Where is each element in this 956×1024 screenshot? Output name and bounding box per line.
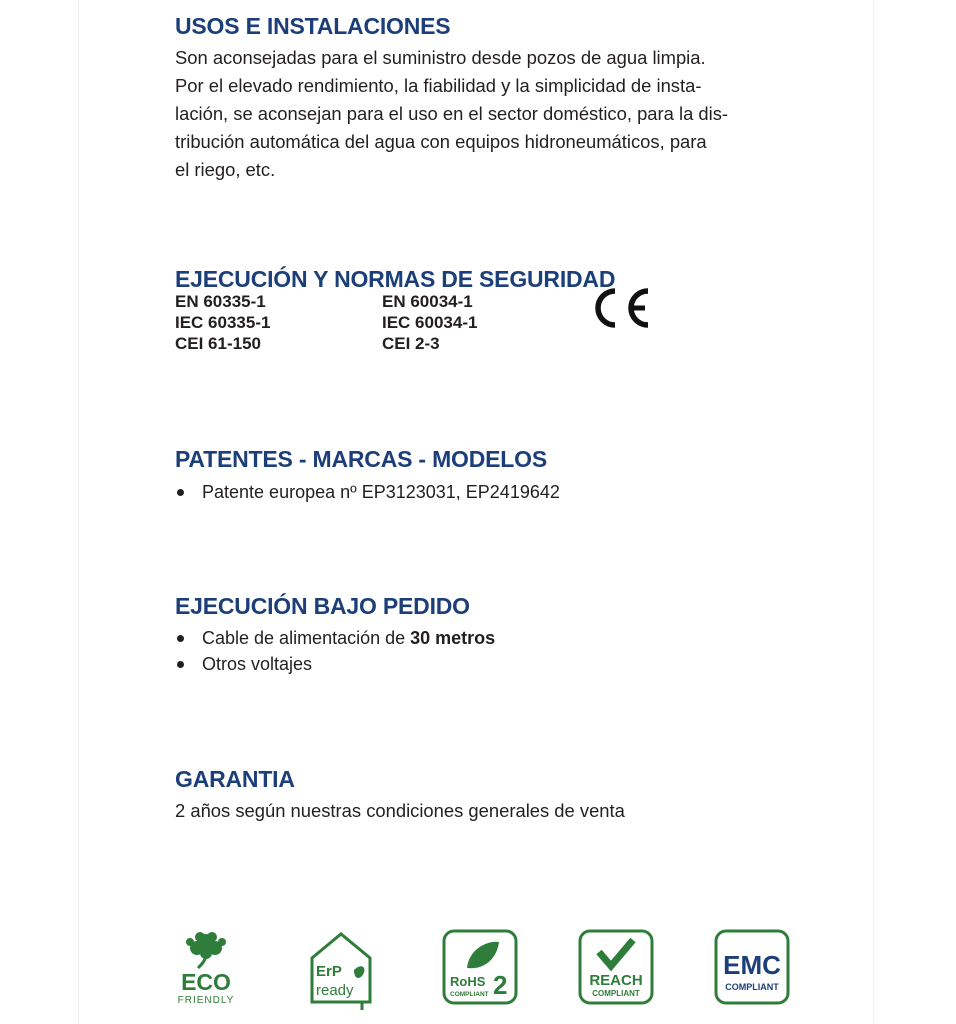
standard-item: CEI 2-3 — [382, 334, 440, 353]
emc-compliant-logo-icon — [713, 928, 791, 1008]
section-usos-title: USOS E INSTALACIONES — [175, 13, 451, 39]
rohs-compliant-logo-icon — [441, 928, 519, 1008]
usos-line-2: Por el elevado rendimiento, la fiabilidad y la simplicidad de insta- — [175, 75, 702, 96]
section-bajo-pedido — [175, 592, 815, 677]
svg-text:COMPLIANT: COMPLIANT — [592, 989, 640, 998]
bullet-icon — [177, 489, 184, 496]
ce-mark-icon — [588, 285, 652, 331]
usos-line-3: lación, se aconsejan para el uso en el sector doméstico, para la dis- — [175, 103, 729, 124]
usos-line-1: Son aconsejadas para el suministro desde pozos de agua limpia. — [175, 47, 706, 68]
svg-text:ready: ready — [316, 982, 354, 999]
svg-text:COMPLIANT: COMPLIANT — [725, 982, 779, 992]
section-bajo-pedido-title: EJECUCIÓN BAJO PEDIDO — [175, 593, 470, 619]
bullet-icon — [177, 635, 184, 642]
standard-item: IEC 60034-1 — [382, 313, 478, 332]
reach-compliant-logo-icon — [577, 928, 655, 1008]
standards-column-1 — [175, 291, 270, 354]
standard-item: IEC 60335-1 — [175, 313, 271, 332]
section-normas — [175, 265, 815, 375]
list-item: Patente europea nº EP3123031, EP2419642 — [175, 479, 815, 505]
bullet-icon — [177, 661, 184, 668]
usos-line-4: tribución automática del agua con equipos hidroneumáticos, para — [175, 131, 707, 152]
section-garantia — [175, 765, 815, 825]
svg-text:EMC: EMC — [723, 950, 781, 980]
svg-text:RoHS: RoHS — [450, 974, 486, 989]
standard-item: CEI 61-150 — [175, 334, 261, 353]
section-patentes — [175, 445, 815, 505]
svg-text:2: 2 — [493, 970, 508, 1000]
section-patentes-title: PATENTES - MARCAS - MODELOS — [175, 446, 547, 472]
usos-line-5: el riego, etc. — [175, 159, 276, 180]
svg-text:REACH: REACH — [589, 972, 643, 989]
section-usos — [175, 12, 815, 184]
section-normas-title: EJECUCIÓN Y NORMAS DE SEGURIDAD — [175, 266, 616, 292]
erp-ready-logo-icon — [306, 928, 376, 1012]
standard-item: EN 60335-1 — [175, 292, 266, 311]
standards-column-2 — [382, 291, 477, 354]
svg-text:FRIENDLY: FRIENDLY — [177, 995, 235, 1006]
list-item: Cable de alimentación de 30 metros — [175, 625, 815, 651]
page-edge-left — [78, 0, 79, 1024]
section-garantia-title: GARANTIA — [175, 766, 295, 792]
list-item: Otros voltajes — [175, 651, 815, 677]
page-edge-right — [873, 0, 874, 1024]
standard-item: EN 60034-1 — [382, 292, 473, 311]
svg-text:ECO: ECO — [181, 969, 231, 995]
svg-text:ErP: ErP — [316, 963, 342, 980]
garantia-text: 2 años según nuestras condiciones generales de venta — [175, 800, 625, 821]
eco-friendly-logo-icon — [172, 928, 240, 1008]
svg-text:COMPLIANT: COMPLIANT — [450, 991, 489, 998]
